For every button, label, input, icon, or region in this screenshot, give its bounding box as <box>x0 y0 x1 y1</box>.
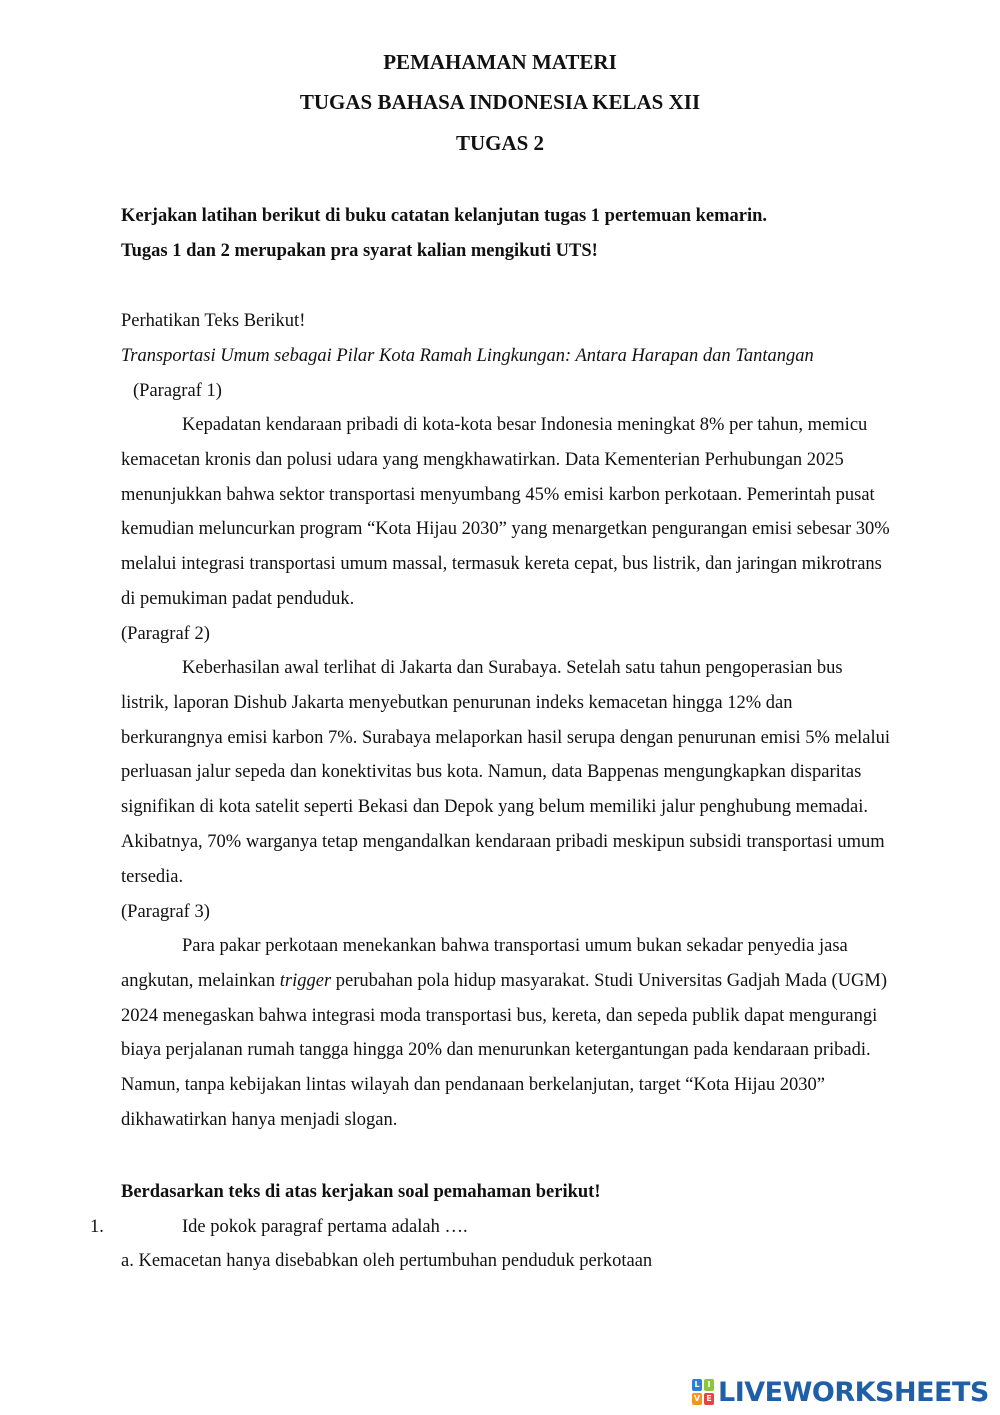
logo-mark-letter: L <box>692 1379 702 1391</box>
paragraph-3-text-start: Para pakar perkotaan menekankan bahwa transportasi umum bukan sekadar penyedia jasa angkutan, melainkan <box>121 936 848 991</box>
paragraph-3 <box>121 929 891 1138</box>
answer-option-a[interactable]: a. Kemacetan hanya disebabkan oleh pertumbuhan penduduk perkotaan <box>121 1251 653 1271</box>
paragraph-2: Keberhasilan awal terlihat di Jakarta dan Surabaya. Setelah satu tahun pengoperasian bus listrik, laporan Dishub Jakarta menyebutkan penurunan indeks kemacetan hingga 12% dan berkurangnya emisi karbon 7%. Surabaya melaporkan hasil serupa dengan penurunan emisi 5% melalui perluasan jalur sepeda dan konektivitas bus kota. Namun, data Bappenas mengungkapkan disparitas signifikan di kota satelit seperti Bekasi dan Depok yang belum memiliki jalur penghubung memadai. Akibatnya, 70% warganya tetap mengandalkan kendaraan pribadi meskipun subsidi transportasi umum tersedia. <box>121 658 891 887</box>
paragraph-label-1: (Paragraf 1) <box>133 381 222 401</box>
paragraph-label-3: (Paragraf 3) <box>121 902 210 922</box>
logo-text: LIVEWORKSHEETS <box>718 1376 989 1408</box>
questions-heading: Berdasarkan teks di atas kerjakan soal pemahaman berikut! <box>121 1182 601 1202</box>
question-prompt: Ide pokok paragraf pertama adalah …. <box>182 1217 468 1237</box>
reading-intro: Perhatikan Teks Berikut! <box>121 311 306 331</box>
instruction-line-2: Tugas 1 dan 2 merupakan pra syarat kalian mengikuti UTS! <box>121 241 598 261</box>
page-title: PEMAHAMAN MATERI <box>383 50 617 74</box>
reading-title: Transportasi Umum sebagai Pilar Kota Ramah Lingkungan: Antara Harapan dan Tantangan <box>121 346 814 366</box>
assignment-number: TUGAS 2 <box>455 131 545 155</box>
logo-mark-icon <box>692 1379 714 1405</box>
instruction-line-1: Kerjakan latihan berikut di buku catatan kelanjutan tugas 1 pertemuan kemarin. <box>121 206 768 226</box>
liveworksheets-logo <box>692 1372 989 1412</box>
page-subtitle: TUGAS BAHASA INDONESIA KELAS XII <box>299 90 701 114</box>
question-number: 1. <box>90 1217 104 1237</box>
paragraph-1: Kepadatan kendaraan pribadi di kota-kota besar Indonesia meningkat 8% per tahun, memicu kemacetan kronis dan polusi udara yang mengkhawatirkan. Data Kementerian Perhubungan 2025 menunjukkan bahwa sektor transportasi menyumbang 45% emisi karbon perkotaan. Pemerintah pusat kemudian meluncurkan program “Kota Hijau 2030” yang menargetkan pengurangan emisi sebesar 30% melalui integrasi transportasi umum massal, termasuk kereta cepat, bus listrik, dan jaringan mikrotrans di pemukiman padat penduduk. <box>121 415 890 609</box>
logo-mark-letter: V <box>693 1394 701 1403</box>
paragraph-3-italic-term: trigger <box>279 970 332 991</box>
logo-mark-letter: E <box>704 1393 714 1405</box>
paragraph-3-text-end: perubahan pola hidup masyarakat. Studi Universitas Gadjah Mada (UGM) 2024 menegaskan bahwa integrasi moda transportasi bus, kereta, dan sepeda publik dapat mengurangi biaya perjalanan rumah tangga hingga 20% dan menurunkan ketergantungan pada kendaraan pribadi. Namun, tanpa kebijakan lintas wilayah dan pendanaan berkelanjutan, target “Kota Hijau 2030” dikhawatirkan hanya menjadi slogan. <box>121 970 888 1130</box>
paragraph-label-2: (Paragraf 2) <box>121 624 210 644</box>
logo-mark-letter: I <box>704 1379 714 1391</box>
